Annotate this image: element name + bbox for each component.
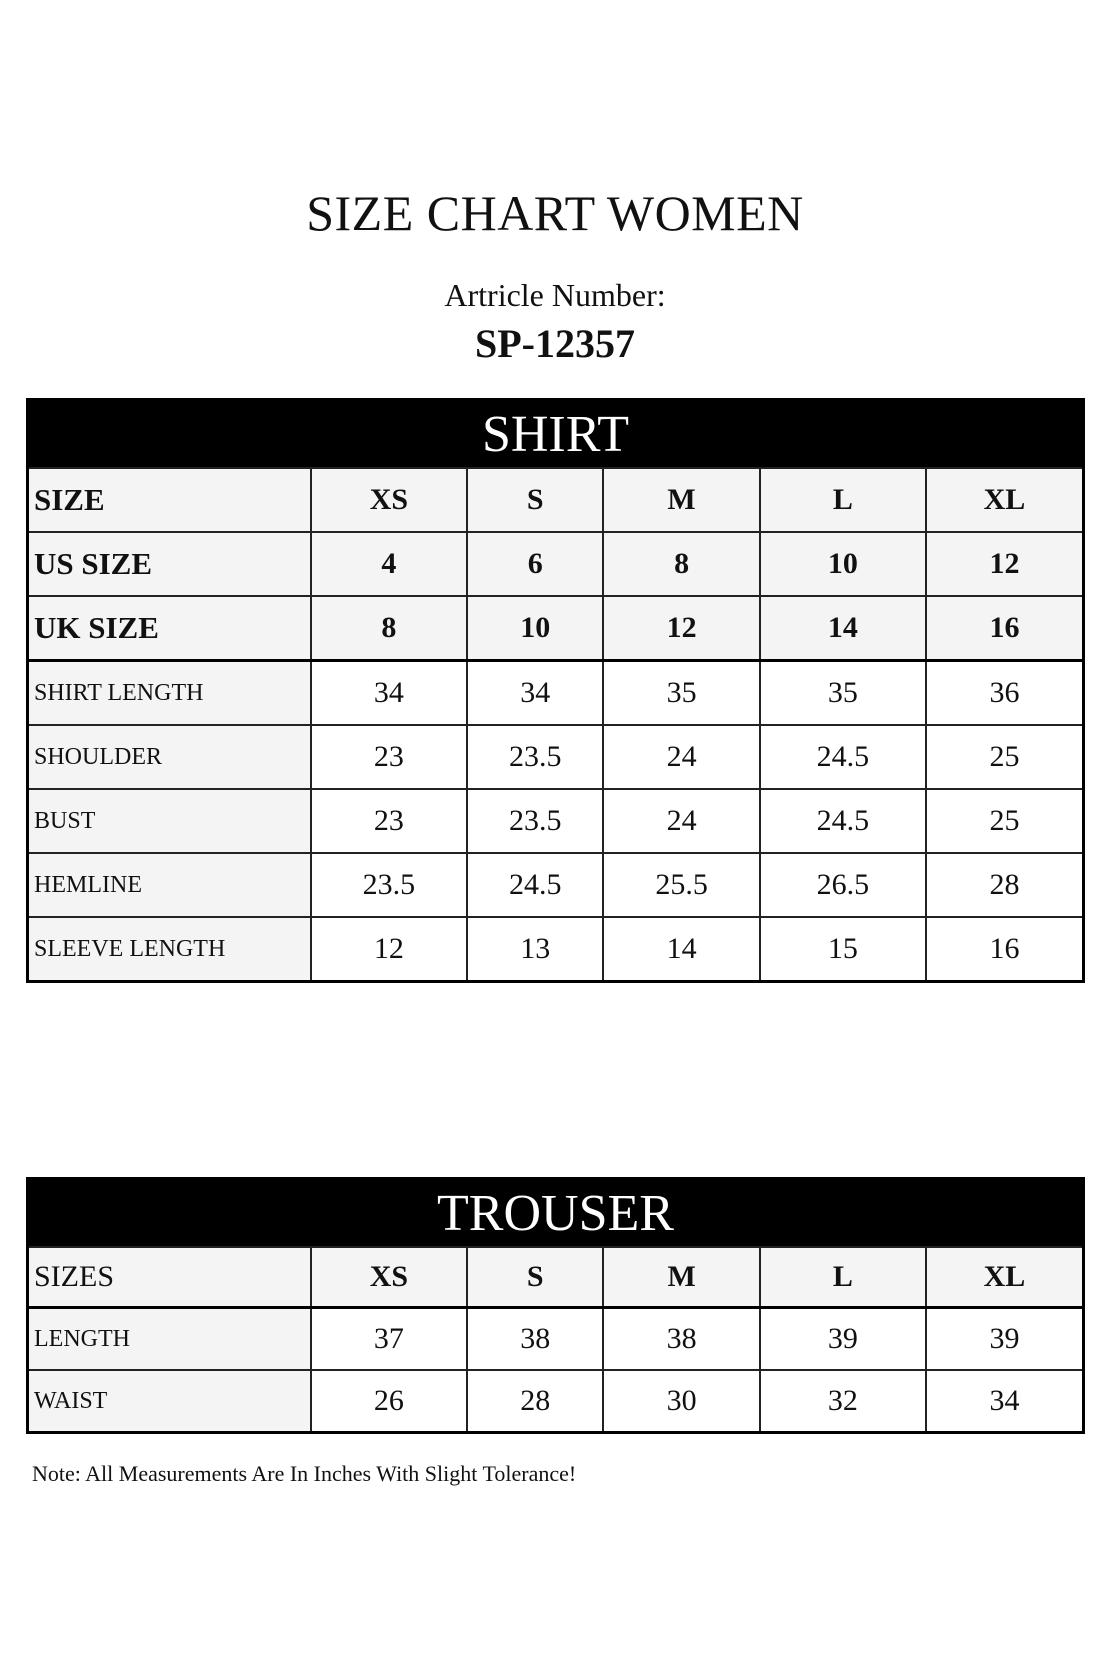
table-cell: S [467,468,603,532]
table-cell: 14 [760,596,926,661]
table-cell: 34 [311,661,467,726]
shirt-us-size-row [28,532,1084,596]
table-row [28,725,1084,789]
article-number-label: Artricle Number: [444,277,666,313]
table-cell: 23.5 [311,853,467,917]
table-cell: 26 [311,1370,467,1433]
table-row [28,1308,1084,1371]
table-cell: 23.5 [467,725,603,789]
row-label: SLEEVE LENGTH [28,917,311,982]
table-cell: S [467,1247,603,1308]
table-cell: M [603,1247,759,1308]
table-cell: XS [311,1247,467,1308]
shirt-uk-size-row [28,596,1084,661]
table-row [28,1370,1084,1433]
table-cell: 23 [311,789,467,853]
article-number-value: SP-12357 [475,321,635,366]
row-label: UK SIZE [28,596,311,661]
table-cell: 39 [926,1308,1084,1371]
measurement-note: Note: All Measurements Are In Inches With Slight Tolerance! [32,1461,577,1486]
table-cell: 10 [467,596,603,661]
table-cell: 8 [311,596,467,661]
table-cell: 24 [603,725,759,789]
table-row [28,853,1084,917]
row-label: WAIST [28,1370,311,1433]
table-cell: 24.5 [760,725,926,789]
trouser-table-heading: TROUSER [28,1179,1084,1248]
table-cell: 10 [760,532,926,596]
row-label: US SIZE [28,532,311,596]
table-cell: 16 [926,596,1084,661]
table-cell: 23.5 [467,789,603,853]
table-row [28,661,1084,726]
table-cell: M [603,468,759,532]
table-cell: 12 [926,532,1084,596]
row-label: HEMLINE [28,853,311,917]
table-cell: 39 [760,1308,926,1371]
table-cell: L [760,468,926,532]
row-label: SHOULDER [28,725,311,789]
table-cell: 35 [603,661,759,726]
shirt-size-row [28,468,1084,532]
table-cell: 34 [926,1370,1084,1433]
table-cell: 30 [603,1370,759,1433]
shirt-table-heading: SHIRT [28,400,1084,469]
table-cell: 32 [760,1370,926,1433]
trouser-size-row [28,1247,1084,1308]
page-title: SIZE CHART WOMEN [306,185,804,241]
table-cell: 4 [311,532,467,596]
table-cell: 34 [467,661,603,726]
table-cell: 37 [311,1308,467,1371]
table-cell: 14 [603,917,759,982]
table-cell: 15 [760,917,926,982]
table-cell: 24 [603,789,759,853]
row-label: SHIRT LENGTH [28,661,311,726]
table-cell: 16 [926,917,1084,982]
row-label: SIZES [28,1247,311,1308]
table-cell: XL [926,468,1084,532]
table-row [28,789,1084,853]
table-cell: XS [311,468,467,532]
table-cell: 35 [760,661,926,726]
table-cell: XL [926,1247,1084,1308]
row-label: SIZE [28,468,311,532]
table-cell: 12 [603,596,759,661]
table-cell: 28 [467,1370,603,1433]
row-label: LENGTH [28,1308,311,1371]
table-cell: 23 [311,725,467,789]
table-cell: 28 [926,853,1084,917]
table-cell: 25.5 [603,853,759,917]
shirt-size-table [26,398,1085,983]
table-cell: 12 [311,917,467,982]
table-cell: 36 [926,661,1084,726]
table-cell: 25 [926,725,1084,789]
table-cell: 24.5 [467,853,603,917]
table-cell: 8 [603,532,759,596]
row-label: BUST [28,789,311,853]
table-cell: 25 [926,789,1084,853]
table-row [28,917,1084,982]
table-cell: 13 [467,917,603,982]
table-cell: 6 [467,532,603,596]
table-cell: 38 [467,1308,603,1371]
table-cell: 38 [603,1308,759,1371]
trouser-size-table [26,1177,1085,1434]
table-cell: 26.5 [760,853,926,917]
table-cell: L [760,1247,926,1308]
table-cell: 24.5 [760,789,926,853]
